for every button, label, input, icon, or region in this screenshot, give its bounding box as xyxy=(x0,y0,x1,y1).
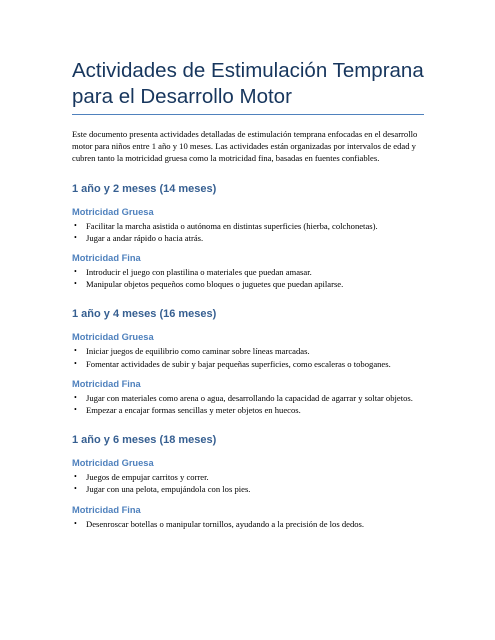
section-16-months xyxy=(72,307,424,416)
section-title: 1 año y 2 meses (14 meses) xyxy=(72,182,217,195)
title-line-2: para el Desarrollo Motor xyxy=(72,85,292,108)
title-divider xyxy=(72,114,424,115)
list-item: • Facilitar la marcha asistida o autónoma en distintas superficies (hierba, colchonetas). xyxy=(74,220,378,231)
subsection-fine-motor: Motricidad Fina xyxy=(72,253,141,264)
fine-motor-list xyxy=(72,392,424,416)
gross-motor-list xyxy=(72,220,424,244)
subsection-fine-motor: Motricidad Fina xyxy=(72,504,141,515)
list-item: • Introducir el juego con plastilina o materiales que puedan amasar. xyxy=(74,267,312,278)
bullet-icon: • xyxy=(74,392,77,402)
bullet-icon: • xyxy=(74,279,77,289)
bullet-icon: • xyxy=(74,346,77,356)
section-18-months xyxy=(72,433,424,530)
intro-paragraph: Este documento presenta actividades detalladas de estimulación temprana enfocadas en el desarrollo motor para niños entre 1 año y 10 meses. Las actividades están organizadas por intervalos de edad y cubren tanto la motricidad gruesa como la motricidad fina, basadas en fuentes confiables. xyxy=(72,129,418,164)
fine-motor-list xyxy=(72,266,424,290)
section-14-months xyxy=(72,182,424,291)
section-title: 1 año y 4 meses (16 meses) xyxy=(72,308,217,321)
subsection-gross-motor: Motricidad Gruesa xyxy=(72,206,154,217)
list-item: • Fomentar actividades de subir y bajar pequeñas superficies, como escaleras o toboganes. xyxy=(74,358,391,369)
list-item: • Iniciar juegos de equilibrio como caminar sobre líneas marcadas. xyxy=(74,346,310,357)
bullet-icon: • xyxy=(74,472,77,482)
list-item: • Desenroscar botellas o manipular tornillos, ayudando a la precisión de los dedos. xyxy=(74,518,365,529)
bullet-icon: • xyxy=(74,358,77,368)
subsection-fine-motor: Motricidad Fina xyxy=(72,378,141,389)
bullet-icon: • xyxy=(74,232,77,242)
title-line-1: Actividades de Estimulación Temprana xyxy=(72,59,424,82)
fine-motor-list xyxy=(72,518,424,530)
bullet-icon: • xyxy=(74,267,77,277)
list-item: • Manipular objetos pequeños como bloques o juguetes que puedan apilarse. xyxy=(74,279,344,290)
bullet-icon: • xyxy=(74,220,77,230)
gross-motor-list xyxy=(72,471,424,495)
subsection-gross-motor: Motricidad Gruesa xyxy=(72,458,154,469)
document-title xyxy=(72,58,424,110)
list-item: • Juegos de empujar carritos y correr. xyxy=(74,472,209,483)
bullet-icon: • xyxy=(74,484,77,494)
bullet-icon: • xyxy=(74,405,77,415)
bullet-icon: • xyxy=(74,518,77,528)
gross-motor-list xyxy=(72,345,424,369)
list-item: • Empezar a encajar formas sencillas y meter objetos en huecos. xyxy=(74,405,301,416)
list-item: • Jugar a andar rápido o hacia atrás. xyxy=(74,232,204,243)
section-title: 1 año y 6 meses (18 meses) xyxy=(72,434,217,447)
document-page xyxy=(72,58,424,530)
list-item: • Jugar con materiales como arena o agua, desarrollando la capacidad de agarrar y soltar objetos. xyxy=(74,392,413,403)
subsection-gross-motor: Motricidad Gruesa xyxy=(72,332,154,343)
list-item: • Jugar con una pelota, empujándola con los pies. xyxy=(74,484,251,495)
